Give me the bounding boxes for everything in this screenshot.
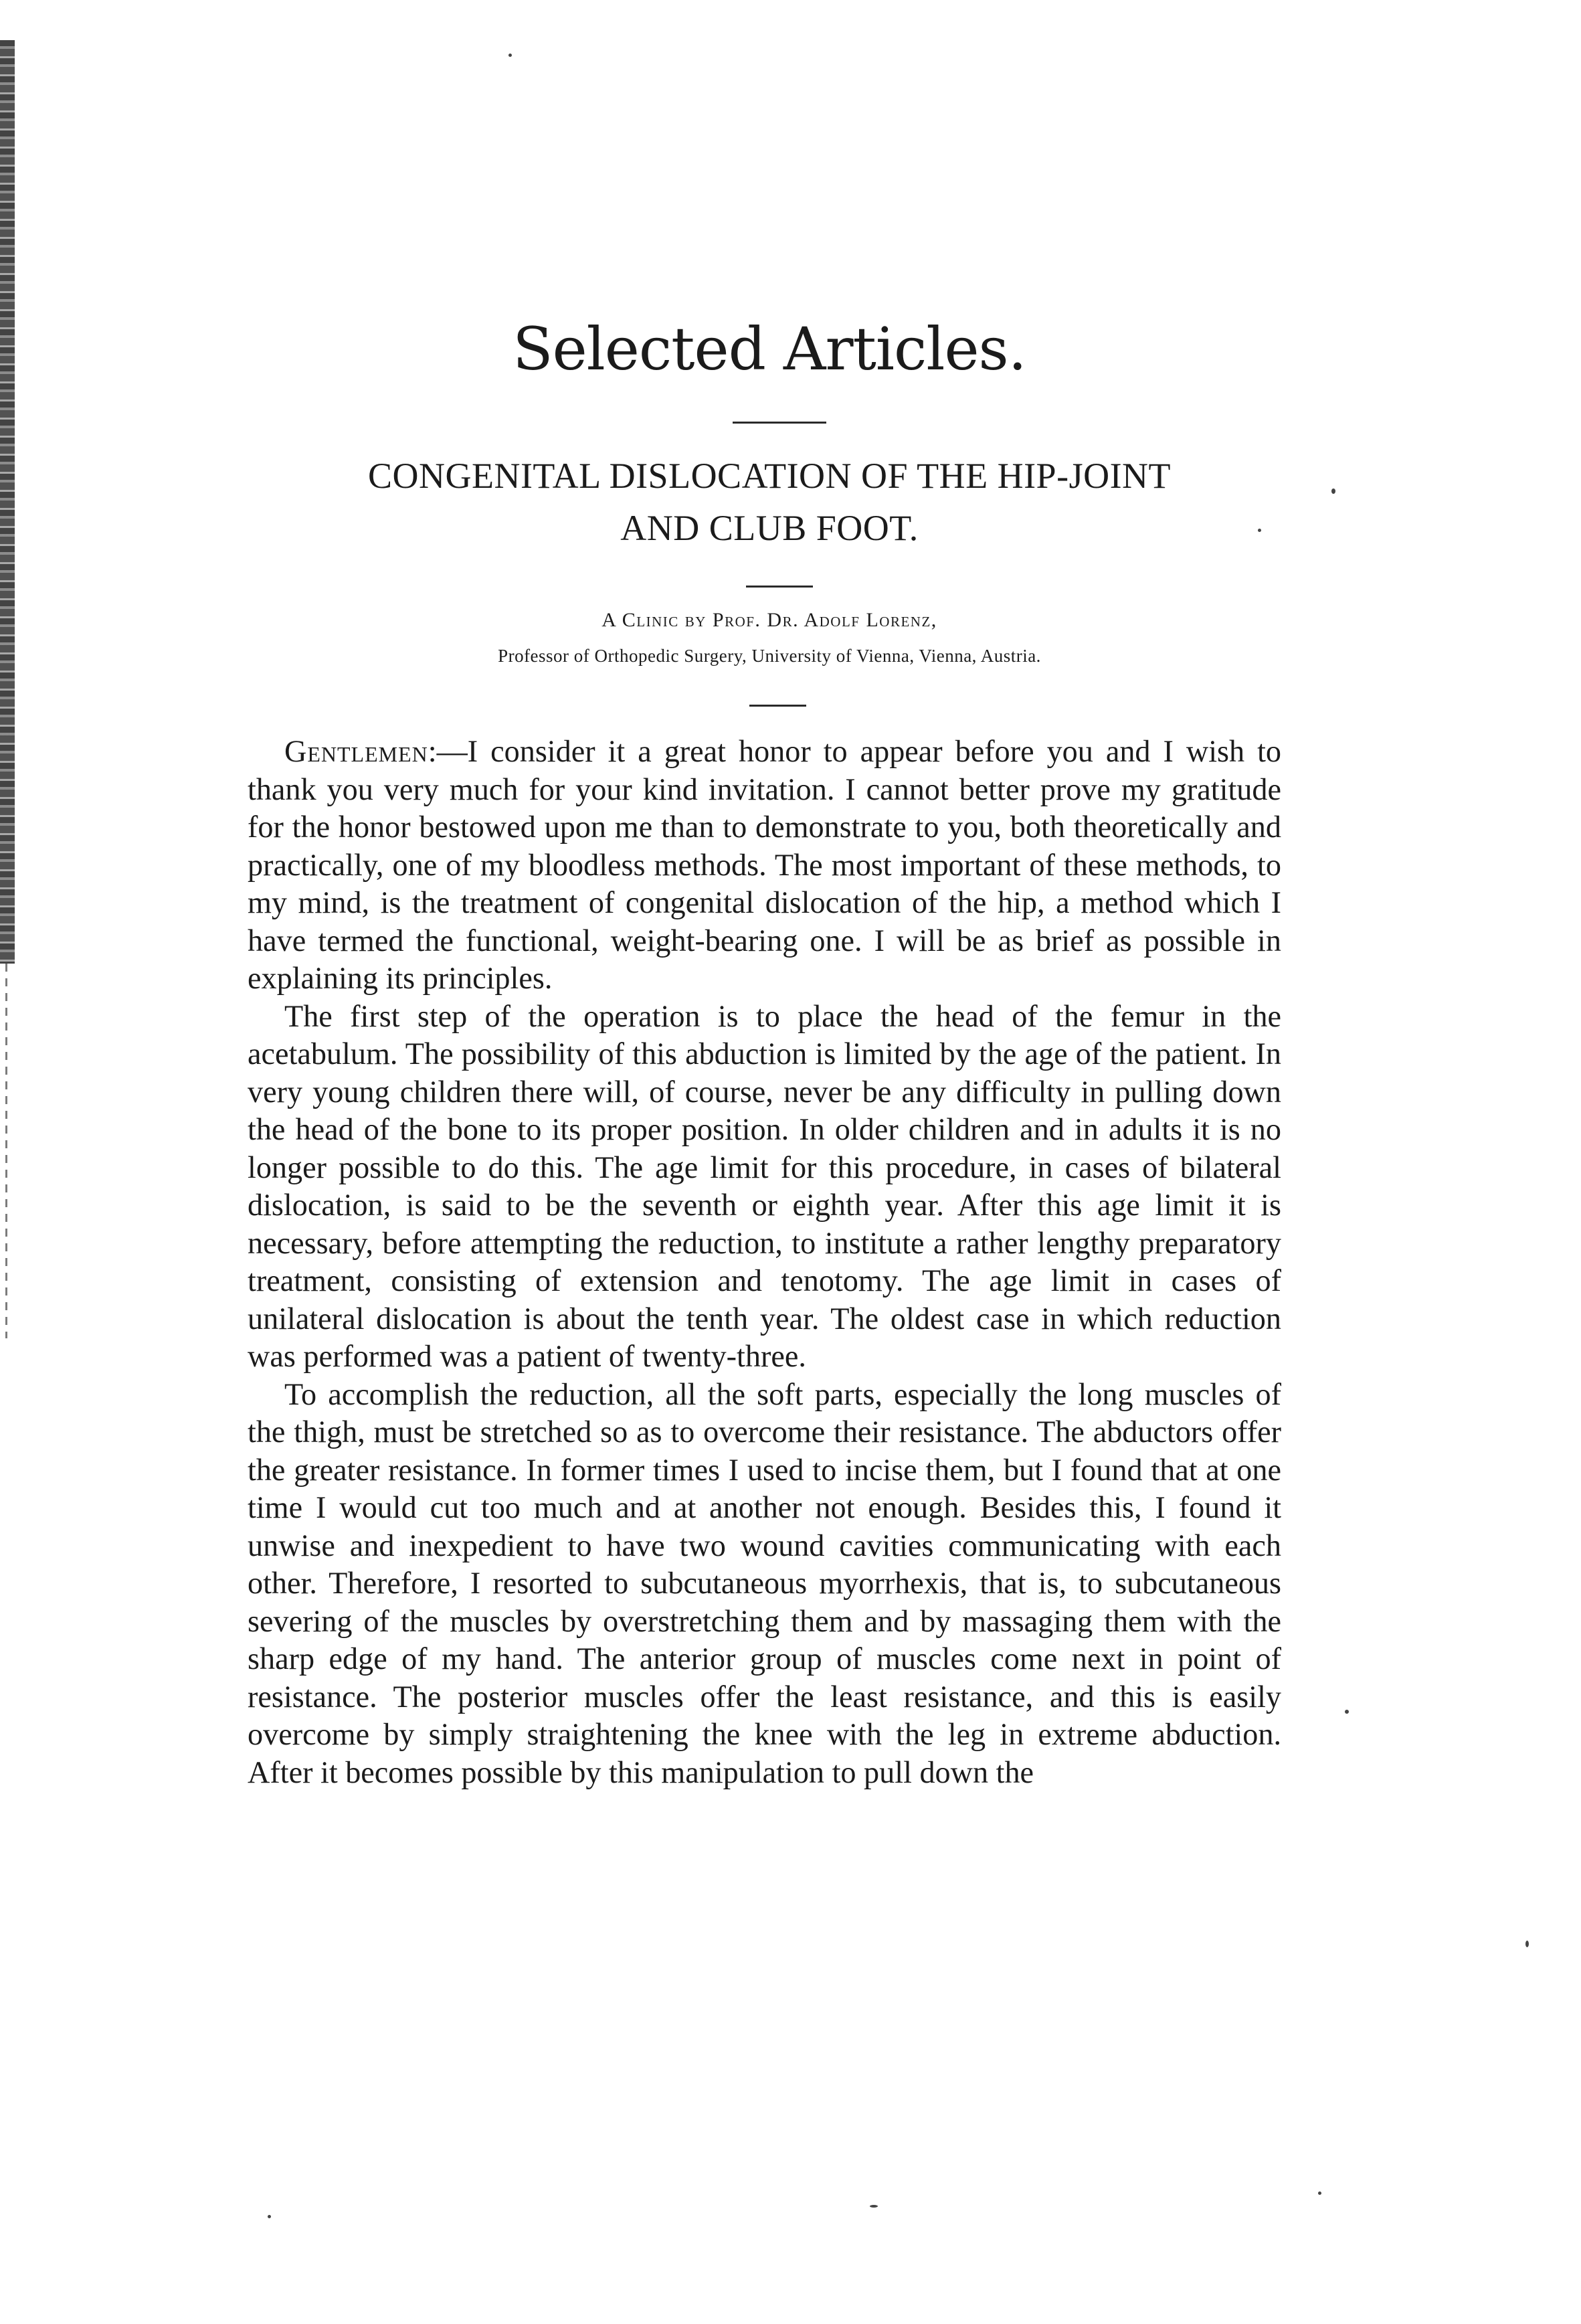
divider-rule bbox=[733, 422, 826, 424]
section-heading: Selected Articles. bbox=[513, 315, 1026, 383]
scan-speck bbox=[1318, 2192, 1321, 2195]
divider-rule bbox=[746, 586, 813, 588]
scan-speck bbox=[1258, 529, 1261, 532]
article-body bbox=[248, 733, 1281, 1791]
article-title-line-2: AND CLUB FOOT. bbox=[620, 508, 919, 548]
salutation: Gentlemen bbox=[284, 734, 428, 768]
scan-speck bbox=[1345, 1710, 1349, 1714]
divider-rule bbox=[749, 705, 806, 707]
scanned-binding-edge bbox=[0, 40, 15, 964]
article-title-line-1: CONGENITAL DISLOCATION OF THE HIP-JOINT bbox=[367, 456, 1172, 496]
body-paragraph: The first step of the operation is to place the head of the femur in the acetabulum. The possibility of this abduction is limited by the age of the patient. In very young children there will, of course, never be any difficulty in pulling down the head of the bone to its proper position. In older children and in adults it is no longer possible to do this. The age limit for this procedure, in cases of bilateral dislocation, is said to be the seventh or eighth year. After this age limit it is necessary, before attempting the reduction, to institute a rather lengthy preparatory treatment, consisting of extension and tenotomy. The age limit in cases of unilateral dislocation is about the tenth year. The oldest case in which reduction was performed was a patient of twenty-three. bbox=[248, 998, 1281, 1373]
scan-speck bbox=[1331, 488, 1335, 494]
article-title bbox=[248, 450, 1291, 554]
body-paragraph bbox=[248, 733, 1281, 998]
scan-speck bbox=[870, 2205, 878, 2208]
paragraph-text: :—I consider it a great honor to appear before you and I wish to thank you very much for your kind invitation. I cannot better prove my gratitude for the honor bestowed upon me than to demonstrate to you, both theoretically and practically, one of my bloodless methods. The most important of these methods, to my mind, is the treatment of congenital dislocation of the hip, a method which I have termed the functional, weight-bearing one. I will be as brief as possible in explaining its principles. bbox=[248, 734, 1281, 995]
body-paragraph: To accomplish the reduction, all the soft parts, especially the long muscles of the thigh, must be stretched so as to overcome their resistance. The abductors offer the greater resistance. In former times I used to incise them, but I found that at one time I would cut too much and at another not enough. Besides this, I found it unwise and inexpedient to have two wound cavities communicating with each other. Therefore, I resorted to subcutaneous myorrhexis, that is, to subcutaneous severing of the muscles by overstretching them and by massaging them with the sharp edge of my hand. The anterior group of muscles come next in point of resistance. The posterior muscles offer the least resistance, and this is easily overcome by simply straightening the knee with the leg in extreme abduction. After it becomes possible by this manipulation to pull down the bbox=[248, 1376, 1281, 1789]
scanned-binding-marks bbox=[5, 964, 7, 1338]
scan-speck bbox=[508, 54, 512, 57]
scan-speck bbox=[268, 2215, 271, 2218]
scan-speck bbox=[1525, 1941, 1529, 1947]
author-affiliation: Professor of Orthopedic Surgery, University of Vienna, Vienna, Austria. bbox=[498, 646, 1041, 666]
author-byline: A Clinic by Prof. Dr. Adolf Lorenz, bbox=[601, 609, 937, 631]
